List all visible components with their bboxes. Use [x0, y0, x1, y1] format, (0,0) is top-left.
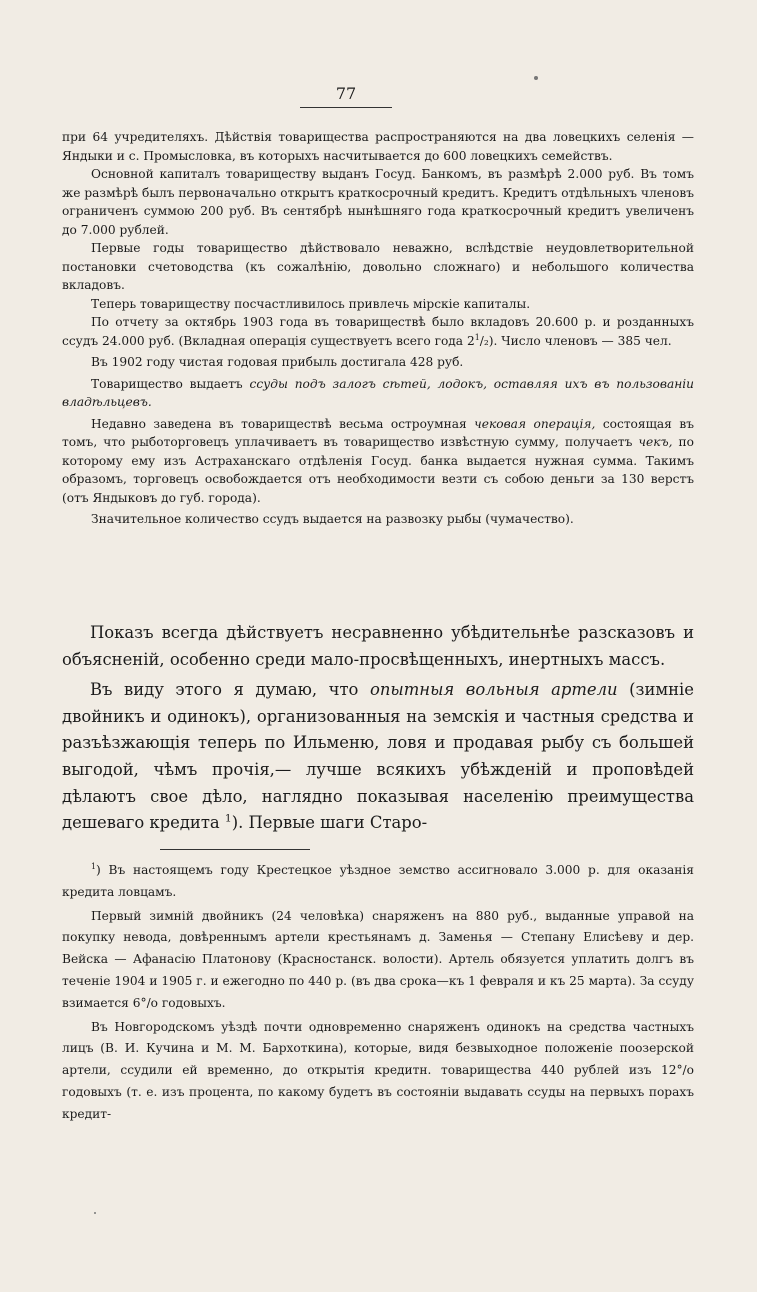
paragraph-continuation: при 64 учредителяхъ. Дѣйствія товарищества распространяются на два ловецкихъ селенія — Яндыки и с. Промысловка, въ которыхъ насчитывается до 600 ловецкихъ семействъ.: [62, 130, 694, 163]
text-run: по которому ему изъ Астраханскаго отдѣленія Госуд. банка выдается нужная сумма. Такимъ образомъ, торговецъ освобождается отъ необходимости везти съ собою деньги за 130 верстъ (отъ Яндыковъ до губ. города).: [62, 435, 694, 505]
text-run: /₂). Число членовъ — 385 чел.: [479, 333, 672, 348]
text-run: состоящая въ томъ, что рыботорговецъ уплачиваетъ въ товарищество извѣстную сумму, получаетъ: [62, 416, 694, 449]
body-large-print: [62, 620, 694, 837]
italic-run: ссуды подъ залогъ сѣтей, лодокъ, оставляя ихъ въ пользованіи владѣльцевъ.: [62, 376, 694, 409]
italic-run: чековая операція,: [474, 416, 596, 431]
footnote-marker: 1: [224, 811, 232, 825]
footnote-paragraph-odinok: Въ Новгородскомъ уѣздѣ почти одновременно снаряженъ одинокъ на средства частныхъ лицъ (В. И. Кучина и М. М. Бархоткина), которые, видя безвыходное положеніе поозерской артели, ссудили ей временно, до открытія кредитн. товарищества 440 рублей изъ 12°/о годовыхъ (т. е. изъ процента, по какому будетъ въ состояніи выдавать ссуды на первыхъ порахъ кредит-: [62, 1019, 694, 1121]
text-run: (зимніе двойникъ и одинокъ), организованныя на земскія и частныя средства и разъѣзжающія теперь по Ильменю, ловя и продавая рыбу съ большей выгодой, чѣмъ прочія,— лучше всякихъ убѣжденій и проповѣдей дѣлаютъ свое дѣло, наглядно показывая населенію преимущества дешеваго кредита: [62, 680, 694, 833]
superscript: 1: [474, 332, 480, 342]
text-run: Товарищество выдаетъ: [91, 376, 250, 391]
paragraph-demonstration: Показъ всегда дѣйствуетъ несравненно убѣдительнѣе разсказовъ и объясненій, особенно среди мало-просвѣщенныхъ, инертныхъ массъ.: [62, 623, 694, 669]
paragraph-capital: Основной капиталъ товариществу выданъ Госуд. Банкомъ, въ размѣрѣ 2.000 руб. Въ томъ же размѣрѣ былъ первоначально открытъ краткосрочный кредитъ. Кредитъ отдѣльныхъ членовъ ограниченъ суммою 200 руб. Въ сентябрѣ нынѣшняго года краткосрочный кредитъ увеличенъ до 7.000 рублей.: [62, 167, 694, 237]
ink-speck: [534, 76, 538, 80]
footnote-marker: 1: [91, 861, 97, 871]
italic-run: опытныя вольныя артели: [369, 680, 618, 700]
footnote-1: [62, 860, 694, 904]
text-run: Въ виду этого я думаю, что: [90, 680, 370, 700]
text-run: ). Первые шаги Старо-: [231, 813, 428, 833]
paragraph-first-years: Первые годы товарищество дѣйствовало неважно, вслѣдствіе неудовлетворительной постановки счетоводства (къ сожалѣнію, довольно сложнаго) и небольшого количества вкладовъ.: [62, 241, 694, 292]
italic-run: чекъ,: [638, 435, 673, 449]
page-number: 77: [300, 84, 392, 108]
paragraph-loans: [62, 375, 694, 412]
footnotes: [62, 860, 694, 1126]
paragraph-cheque-operation: [62, 415, 694, 508]
paragraph-profit-1902: Въ 1902 году чистая годовая прибыль достигала 428 руб.: [91, 355, 464, 369]
footnote-divider: [160, 849, 310, 850]
body-small-print: [62, 128, 694, 529]
text-run: По отчету за октябрь 1903 года въ товариществѣ было вкладовъ 20.600 р. и розданныхъ ссудъ 24.000 руб. (Вкладная операція существуетъ всего года 2: [62, 315, 694, 348]
text-run: ) Въ настоящемъ году Крестецкое уѣздное земство ассигновало 3.000 р. для оказанія кредита ловцамъ.: [62, 863, 694, 899]
paragraph-capital-raised: Теперь товариществу посчастливилось привлечь мірскіе капиталы.: [91, 296, 531, 311]
paragraph-report-1903: [62, 313, 694, 350]
paragraph-fish-transport: Значительное количество ссудъ выдается на развозку рыбы (чумачество).: [91, 512, 574, 526]
text-run: Недавно заведена въ товариществѣ весьма остроумная: [91, 416, 475, 431]
footnote-paragraph-dvoynik: Первый зимній двойникъ (24 человѣка) снаряженъ на 880 руб., выданные управой на покупку невода, довѣреннымъ артели крестьянамъ д. Заменья — Степану Елисѣеву и дер. Вейска — Афанасію Платонову (Красностанск. волости). Артель обязуется уплатить долгъ въ теченіе 1904 и 1905 г. и ежегодно по 440 р. (въ два срока—къ 1 февраля и къ 25 марта). За ссуду взимается 6°/о годовыхъ.: [62, 908, 694, 1010]
paragraph-artels: [62, 677, 694, 837]
ink-speck: [94, 1212, 96, 1214]
